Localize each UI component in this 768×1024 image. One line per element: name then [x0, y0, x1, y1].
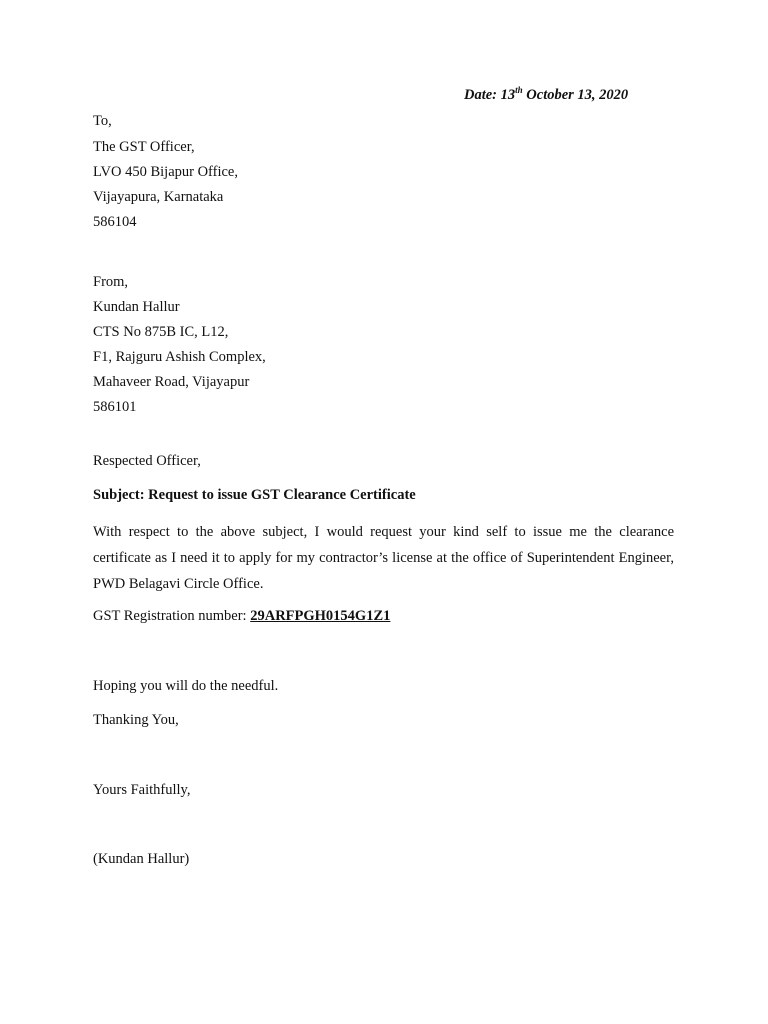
closing-line: Hoping you will do the needful. — [93, 678, 279, 694]
signature-name: (Kundan Hallur) — [93, 851, 190, 867]
body-paragraph: With respect to the above subject, I would request your kind self to issue me the clearance certificate as I need it to apply for my contractor’s license at the office of Superintendent Engineer, PWD Belagavi Circle Office. — [93, 524, 674, 592]
gst-registration-number: 29ARFPGH0154G1Z1 — [250, 608, 391, 624]
recipient-title: The GST Officer, — [93, 139, 195, 155]
sender-name: Kundan Hallur — [93, 299, 180, 315]
gst-registration — [93, 607, 390, 625]
sender-address-line-1: CTS No 875B IC, L12, — [93, 324, 229, 340]
gst-registration-label: GST Registration number: — [93, 608, 251, 624]
recipient-city: Vijayapura, Karnataka — [93, 189, 224, 205]
date-rest: October 13, 2020 — [522, 87, 629, 103]
sender-address-line-2: F1, Rajguru Ashish Complex, — [93, 349, 266, 365]
thanks-line: Thanking You, — [93, 712, 179, 728]
recipient-salutation: To, — [93, 113, 112, 129]
date-ordinal-suffix: th — [515, 85, 523, 95]
recipient-office: LVO 450 Bijapur Office, — [93, 164, 238, 180]
date-prefix: Date: 13 — [464, 87, 516, 103]
sender-salutation: From, — [93, 274, 129, 290]
letter-date — [464, 87, 628, 104]
recipient-pincode: 586104 — [93, 214, 137, 230]
greeting: Respected Officer, — [93, 453, 201, 469]
sender-pincode: 586101 — [93, 399, 137, 415]
sender-address-line-3: Mahaveer Road, Vijayapur — [93, 374, 250, 390]
sign-off: Yours Faithfully, — [93, 782, 191, 798]
subject-line: Subject: Request to issue GST Clearance Certificate — [93, 487, 416, 503]
